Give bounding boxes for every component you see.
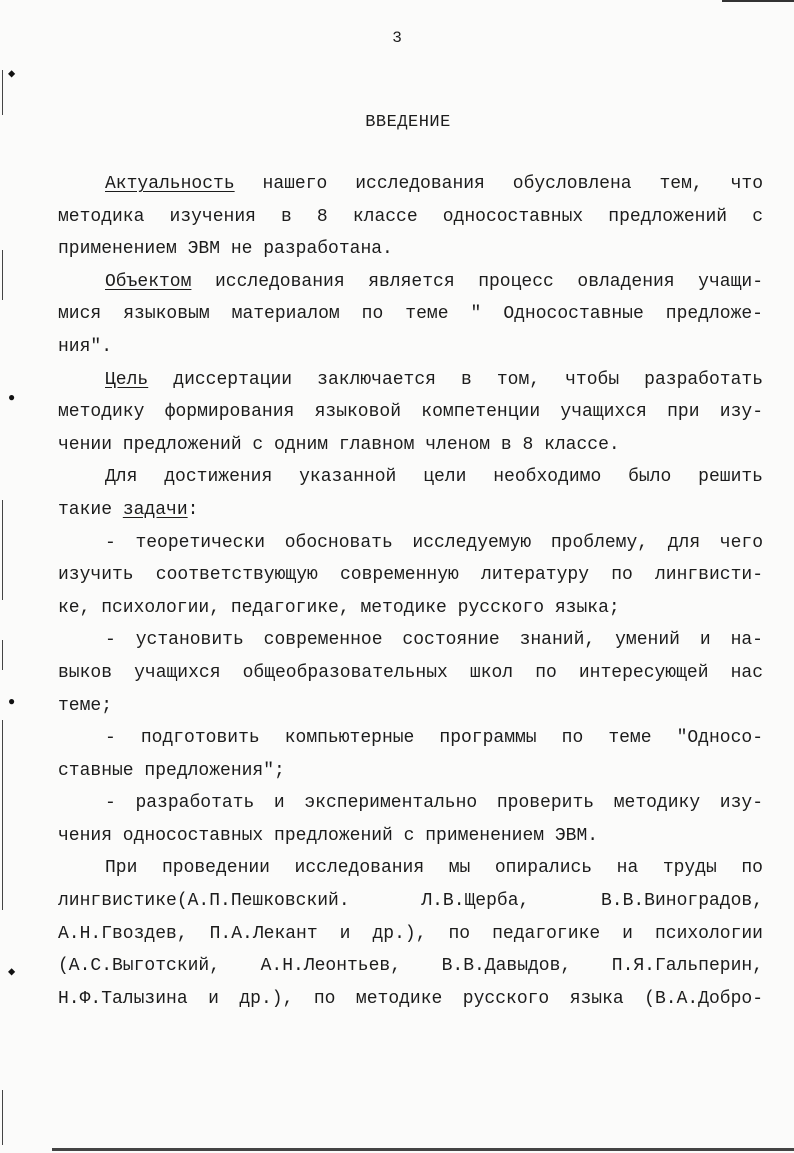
scan-edge-mark [2,640,3,670]
underlined-term: задачи [122,499,188,520]
scan-edge-mark [2,720,3,910]
text-segment: теме; [58,695,113,716]
binding-hole-mark: ● [8,391,16,405]
scan-edge-mark [2,500,3,600]
text-line [58,559,763,592]
text-line [58,461,763,494]
text-line [58,592,763,625]
body-text [58,168,763,1015]
page-number: 3 [392,29,402,47]
top-rule [722,0,794,2]
text-segment: чении предложений с одним главном членом в 8 классе. [58,434,620,455]
text-segment: мися языковым материалом по теме " Односоставные предложе- [58,304,763,325]
text-segment: ния". [58,336,113,357]
text-line [58,429,763,462]
text-segment: - подготовить компьютерные программы по теме "Односо- [105,728,763,749]
text-line [58,331,763,364]
section-heading: ВВЕДЕНИЕ [365,113,451,132]
binding-hole-mark: ◆ [8,67,16,81]
text-segment: - установить современное состояние знаний, умений и на- [105,630,763,651]
text-line [58,918,763,951]
text-segment: ке, психологии, педагогике, методике русского языка; [58,597,620,618]
text-line [58,364,763,397]
text-line [58,494,763,527]
text-segment: (А.С.Выготский, А.Н.Леонтьев, В.В.Давыдов, П.Я.Гальперин, [58,956,763,977]
scan-edge-mark [2,70,3,115]
text-segment: ставные предложения"; [58,760,285,781]
text-segment: изучить соответствующую современную литературу по лингвисти- [58,565,763,586]
binding-hole-mark: ◆ [8,965,16,979]
text-segment: Н.Ф.Талызина и др.), по методике русского языка (В.А.Добро- [58,988,763,1009]
text-line [58,527,763,560]
underlined-term: Объектом [105,271,192,292]
text-line [58,787,763,820]
text-line [58,624,763,657]
text-line [58,820,763,853]
text-segment: - разработать и экспериментально проверить методику изу- [105,793,763,814]
text-segment: Для достижения указанной цели необходимо было решить [105,467,763,488]
text-segment: - теоретически обосновать исследуемую проблему, для чего [105,532,763,553]
text-segment: : [187,499,199,520]
text-line [58,201,763,234]
text-segment: выков учащихся общеобразовательных школ по интересующей нас [58,662,763,683]
text-segment: лингвистике(А.П.Пешковский. Л.В.Щерба, В.В.Виноградов, [58,891,763,912]
text-segment: диссертации заключается в том, чтобы разработать [148,369,763,390]
text-line [58,690,763,723]
scan-edge-mark [2,1090,3,1145]
scan-edge-mark [2,250,3,300]
text-segment: такие [58,499,123,520]
text-line [58,722,763,755]
text-line [58,298,763,331]
text-segment: нашего исследования обусловлена тем, что [234,174,763,194]
text-segment: исследования является процесс овладения учащи- [191,271,763,292]
bottom-rule [52,1148,794,1151]
text-segment: методику формирования языковой компетенции учащихся при изу- [58,402,763,423]
text-line [58,266,763,299]
text-segment: применением ЭВМ не разработана. [58,239,393,260]
text-segment: методика изучения в 8 классе односоставных предложений с [58,206,763,227]
text-segment: А.Н.Гвоздев, П.А.Лекант и др.), по педагогике и психологии [58,923,763,944]
text-line [58,168,763,201]
text-line [58,755,763,788]
text-line [58,657,763,690]
binding-hole-mark: ● [8,695,16,709]
text-line [58,396,763,429]
text-line [58,233,763,266]
text-segment: чения односоставных предложений с применением ЭВМ. [58,825,599,846]
text-line [58,950,763,983]
text-line [58,983,763,1016]
text-line [58,852,763,885]
underlined-term: Актуальность [105,174,235,194]
text-line [58,885,763,918]
underlined-term: Цель [105,369,149,390]
text-segment: При проведении исследования мы опирались на труды по [105,858,763,879]
